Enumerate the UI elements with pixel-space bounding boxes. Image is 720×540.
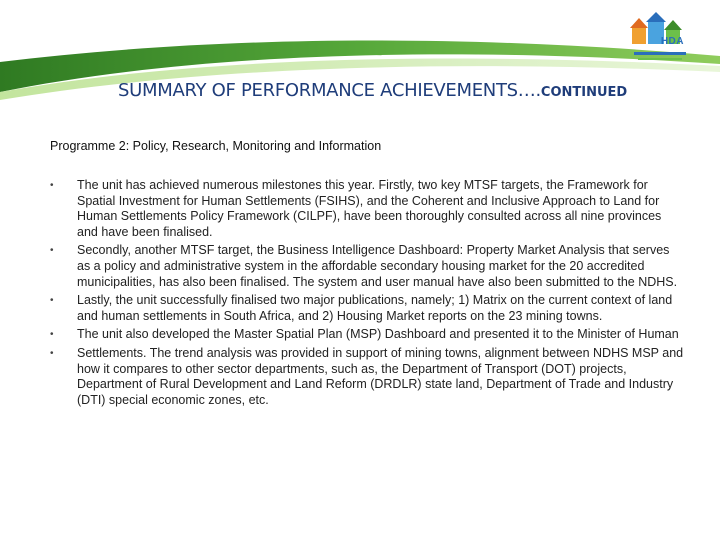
bullet-icon: • <box>50 180 54 191</box>
page-title <box>118 80 718 101</box>
list-item <box>50 243 685 290</box>
list-item-text: Secondly, another MTSF target, the Business Intelligence Dashboard: Property Market Analysis that serves as a policy and administrative system in the affordable secondary housing market for the 20 accredited municipalities, has also been finalised. The system and user manual have also been submitted to the NDHS. <box>77 243 678 289</box>
bullet-icon: • <box>50 295 54 307</box>
list-item <box>50 327 685 343</box>
list-item <box>50 178 685 240</box>
page-title-main: SUMMARY OF PERFORMANCE ACHIEVEMENTS…. <box>118 80 541 101</box>
list-item-text: Settlements. The trend analysis was provided in support of mining towns, alignment between NDHS MSP and how it compares to other sector departments, such as, the Department of Transport (DOT) projects, Department of Rural Development and Land Reform (DRDLR) state land, Department of Trade and Industry (DTI) special economic zones, etc. <box>77 345 684 407</box>
bullet-icon: • <box>50 245 54 257</box>
page-title-suffix: CONTINUED <box>540 85 628 100</box>
list-item <box>50 346 685 408</box>
logo-text: HDA <box>660 36 684 47</box>
list-item-text: Lastly, the unit successfully finalised two major publications, namely; 1) Matrix on the current context of land and human settlements in South Africa, and 2) Housing Market reports on the 23 mining towns. <box>77 293 673 323</box>
list-item-text: The unit also developed the Master Spatial Plan (MSP) Dashboard and presented it to the Minister of Human <box>77 327 679 342</box>
section-heading: Programme 2: Policy, Research, Monitoring and Information <box>50 139 382 153</box>
list-item <box>50 293 685 324</box>
list-item-text: The unit has achieved numerous milestones this year. Firstly, two key MTSF targets, the Framework for Spatial Investment for Human Settlements (FSIHS), and the Coherent and Inclusive Approach to Land for Human Settlements Policy Framework (CILPF), have been thoroughly consulted across all nine provinces and have been finalised. <box>77 178 662 239</box>
bullet-icon: • <box>50 329 54 341</box>
bullet-icon: • <box>50 347 54 359</box>
achievement-list <box>50 178 685 411</box>
